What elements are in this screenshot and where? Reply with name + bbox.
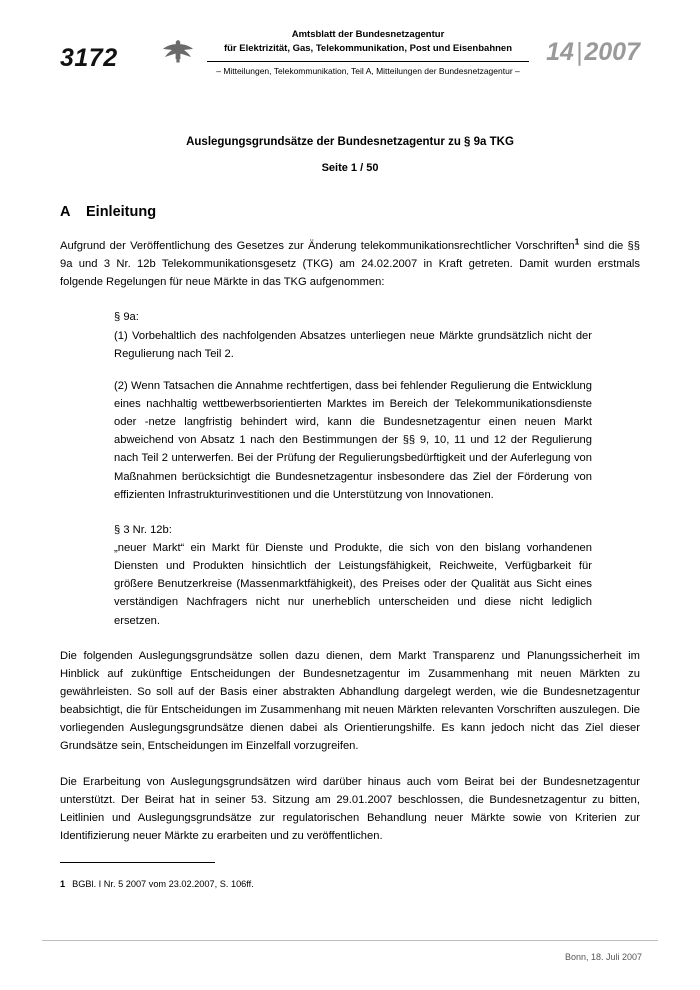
statute-9a-absatz-2: (2) Wenn Tatsachen die Annahme rechtfertigen, dass bei fehlender Regulierung die Entwicklung eines nachhaltig wettbewerbsorientierten Marktes im Bereich der Telekommunikationsdienste oder -netze langfristig behindert wird, kann die Bundesnetzagentur einen neuen Markt abweichend von Absatz 1 nach den Bestimmungen der §§ 9, 10, 11 und 12 der Regulierung nach Teil 2 unterwerfen. Bei der Prüfung der Regulierungsbedürftigkeit und der Auferlegung von Maßnahmen berücksichtigt die Bundesnetzagentur insbesondere das Ziel der Förderung von effizienten Infrastrukturinvestitionen und die Unterstützung von Innovationen.	[114, 379, 592, 501]
footer-divider	[42, 940, 658, 941]
footnote-entry	[60, 878, 640, 892]
page-counter: Seite 1 / 50	[321, 162, 379, 174]
footnote-divider	[60, 862, 215, 863]
page-footer	[42, 940, 658, 962]
statute-label-9a: § 9a:	[114, 311, 139, 324]
issue-number: 14	[546, 38, 574, 66]
section-heading-einleitung	[60, 204, 640, 220]
intro-paragraph-part1: Aufgrund der Veröffentlichung des Gesetzes zur Änderung telekommunikationsrechtlicher Vorschriften	[60, 240, 575, 252]
statute-label-3-nr-12b: § 3 Nr. 12b:	[114, 523, 172, 536]
federal-eagle-icon	[155, 28, 201, 72]
footnote-number: 1	[60, 879, 66, 889]
issue-identifier	[535, 28, 640, 67]
section-title: Einleitung	[86, 204, 157, 220]
issue-separator: |	[575, 38, 583, 66]
footnote-content: BGBl. I Nr. 5 2007 vom 23.02.2007, S. 106ff.	[72, 879, 254, 889]
page-number: 3172	[60, 44, 118, 72]
section-letter: A	[60, 204, 71, 220]
intro-paragraph-part2: sind die §§ 9a und 3 Nr. 12b Telekommunikationsgesetz (TKG) am 24.02.2007 in Kraft getreten. Damit wurden erstmals folgende Regelungen für neue Märkte in das TKG aufgenommen:	[60, 240, 640, 289]
journal-masthead	[201, 28, 535, 76]
journal-subtitle-line: – Mitteilungen, Telekommunikation, Teil A, Mitteilungen der Bundesnetzagentur –	[207, 61, 529, 76]
paragraph-beirat: Die Erarbeitung von Auslegungsgrundsätzen wird darüber hinaus auch vom Beirat bei der Bundesnetzagentur unterstützt. Der Beirat hat in seiner 53. Sitzung am 29.01.2007 beschlossen, die Bundesnetzagentur zu bitten, Leitlinien und Auslegungsgrundsätze zur regulatorischen Behandlung neuer Märkte sowie von Kriterien zur Identifizierung neuer Märkte zu erarbeiten und zu veröffentlichen.	[60, 775, 640, 842]
statute-quote-block	[114, 308, 592, 629]
statute-3-nr-12b-text: „neuer Markt“ ein Markt für Dienste und Produkte, die sich von den bislang vorhandenen Diensten und Produkten hinsichtlich der Leistungsfähigkeit, Reichweite, Verfügbarkeit für größere Benutzerkreise (Massenmarktfähigkeit), des Preises oder der Qualität aus Sicht eines verständigen Nachfragers nicht nur unerheblich unterscheiden und diese nicht lediglich ersetzen.	[114, 541, 592, 627]
footer-place-date: Bonn, 18. Juli 2007	[564, 952, 642, 962]
footnote-marker: 1	[574, 236, 580, 247]
page-title: Auslegungsgrundsätze der Bundesnetzagentur zu § 9a TKG	[186, 136, 514, 148]
page-header	[60, 0, 640, 98]
intro-paragraph	[60, 237, 640, 291]
issue-year: 2007	[584, 38, 640, 66]
statute-9a-absatz-1: (1) Vorbehaltlich des nachfolgenden Absatzes unterliegen neue Märkte grundsätzlich nicht der Regulierung nach Teil 2.	[114, 329, 592, 360]
footnote-area	[60, 862, 640, 892]
paragraph-purpose: Die folgenden Auslegungsgrundsätze sollen dazu dienen, dem Markt Transparenz und Planungssicherheit im Hinblick auf zukünftige Entscheidungen der Bundesnetzagentur im Zusammenhang mit neuen Märkten zu gewährleisten. So soll auf der Basis einer abstrakten Abhandlung dargelegt werden, wie die Bundesnetzagentur beabsichtigt, die für Entscheidungen im Zusammenhang mit neuen Märkten relevanten Vorschriften auszulegen. Die vorliegenden Auslegungsgrundsätze dienen dabei als Orientierungshilfe. Es kann jedoch nicht das Ziel dieser Grundsätze sein, Entscheidungen im Einzelfall vorzugreifen.	[60, 649, 640, 753]
journal-title-line2: für Elektrizität, Gas, Telekommunikation, Post und Eisenbahnen	[223, 42, 513, 54]
journal-title-line1: Amtsblatt der Bundesnetzagentur	[291, 29, 445, 40]
